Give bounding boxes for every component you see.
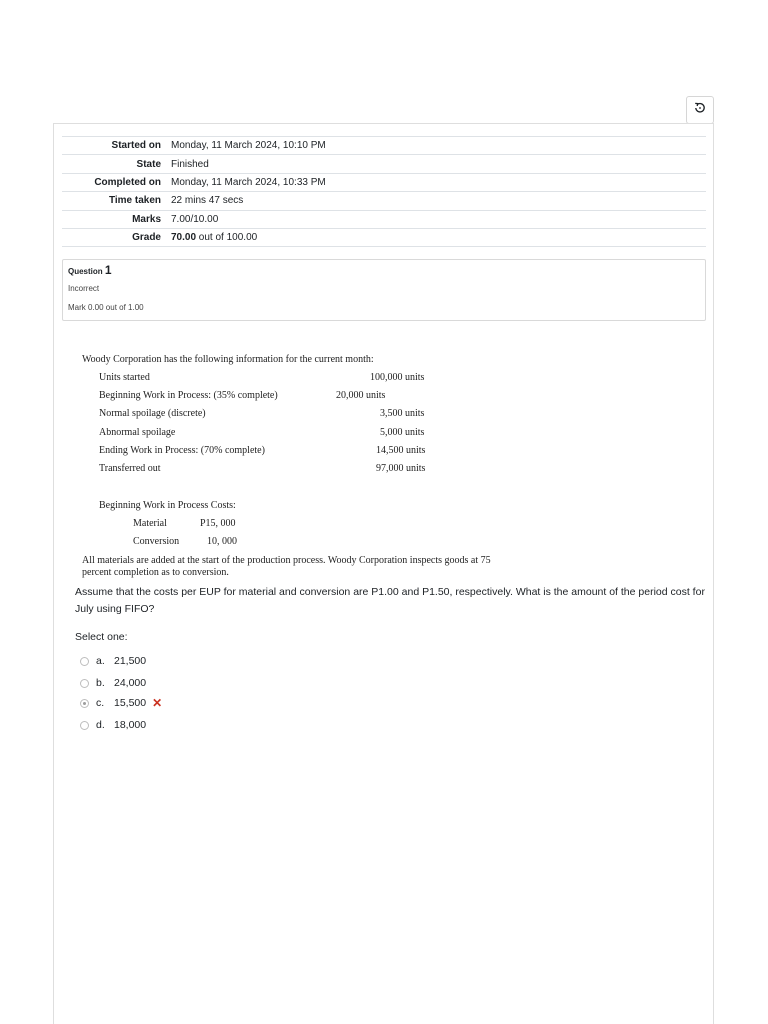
summary-row-started (62, 137, 706, 155)
answer-option-d[interactable] (80, 717, 146, 733)
image-note-line: All materials are added at the start of the production process. Woody Corporation inspects goods at 75 (82, 555, 491, 566)
image-row-label: Units started (99, 372, 150, 383)
image-row-value: 14,500 units (376, 445, 426, 456)
summary-label: Started on (111, 140, 161, 152)
radio-button[interactable] (80, 721, 89, 730)
option-letter: d. (96, 719, 105, 731)
summary-row-completed (62, 173, 706, 191)
summary-value: Monday, 11 March 2024, 10:10 PM (171, 140, 326, 152)
image-row-label: Ending Work in Process: (70% complete) (99, 445, 265, 456)
option-letter: a. (96, 655, 105, 667)
summary-row-grade (62, 228, 706, 246)
summary-value: 7.00/10.00 (171, 213, 219, 225)
question-number-value: 1 (104, 263, 112, 277)
image-row-label: Beginning Work in Process: (35% complete) (99, 390, 278, 401)
image-costs-heading: Beginning Work in Process Costs: (99, 500, 236, 511)
question-state: Incorrect (68, 284, 100, 293)
summary-row-marks (62, 210, 706, 228)
image-cost-label: Material (133, 518, 167, 529)
option-text: 15,500 (114, 697, 147, 709)
image-cost-label: Conversion (133, 536, 180, 547)
incorrect-icon: ✕ (152, 696, 163, 710)
image-intro: Woody Corporation has the following information for the current month: (82, 354, 374, 365)
summary-label: Marks (132, 213, 161, 225)
image-row-value: 100,000 units (370, 372, 425, 383)
option-text: 24,000 (114, 677, 147, 689)
answer-option-b[interactable] (80, 675, 146, 691)
option-letter: b. (96, 677, 105, 689)
grade-out-of: out of 100.00 (196, 232, 258, 244)
answer-option-c[interactable] (80, 695, 162, 711)
image-row-label: Normal spoilage (discrete) (99, 408, 206, 419)
summary-value: Finished (171, 158, 209, 170)
radio-button[interactable] (80, 657, 89, 666)
attempt-summary-table (62, 136, 706, 247)
radio-button[interactable] (80, 679, 89, 688)
image-note-line: percent completion as to conversion. (82, 567, 229, 578)
summary-label: Time taken (108, 195, 161, 207)
image-row-value: 5,000 units (380, 427, 425, 438)
summary-value: Monday, 11 March 2024, 10:33 PM (171, 176, 326, 188)
grade-value: 70.00 (171, 232, 197, 244)
select-one-prompt: Select one: (75, 631, 128, 643)
summary-label: State (136, 158, 161, 170)
image-row-label: Abnormal spoilage (99, 427, 176, 438)
radio-button-selected[interactable] (80, 699, 89, 708)
image-row-label: Transferred out (99, 463, 161, 474)
summary-label: Grade (132, 232, 161, 244)
question-text: Assume that the costs per EUP for material and conversion are P1.00 and P1.50, respectively. What is the amount of the period cost for July using FIFO? (75, 586, 705, 615)
summary-row-state (62, 155, 706, 173)
image-row-value: 97,000 units (376, 463, 426, 474)
reload-button[interactable] (686, 96, 714, 124)
image-row-value: 20,000 units (336, 390, 386, 401)
option-letter: c. (96, 697, 105, 709)
question-number (68, 263, 112, 277)
question-grade: Mark 0.00 out of 1.00 (68, 303, 144, 312)
summary-label: Completed on (94, 176, 161, 188)
image-row-value: 3,500 units (380, 408, 425, 419)
summary-value: 22 mins 47 secs (171, 195, 244, 207)
question-info-box (62, 259, 706, 321)
summary-value (171, 228, 706, 246)
answer-option-a[interactable] (80, 653, 146, 669)
image-cost-value: 10, 000 (207, 536, 237, 547)
option-text: 18,000 (114, 719, 147, 731)
summary-row-time-taken (62, 192, 706, 210)
reload-icon (694, 101, 706, 119)
image-cost-value: P15, 000 (200, 518, 236, 529)
option-text: 21,500 (114, 655, 147, 667)
question-label: Question (68, 267, 103, 276)
